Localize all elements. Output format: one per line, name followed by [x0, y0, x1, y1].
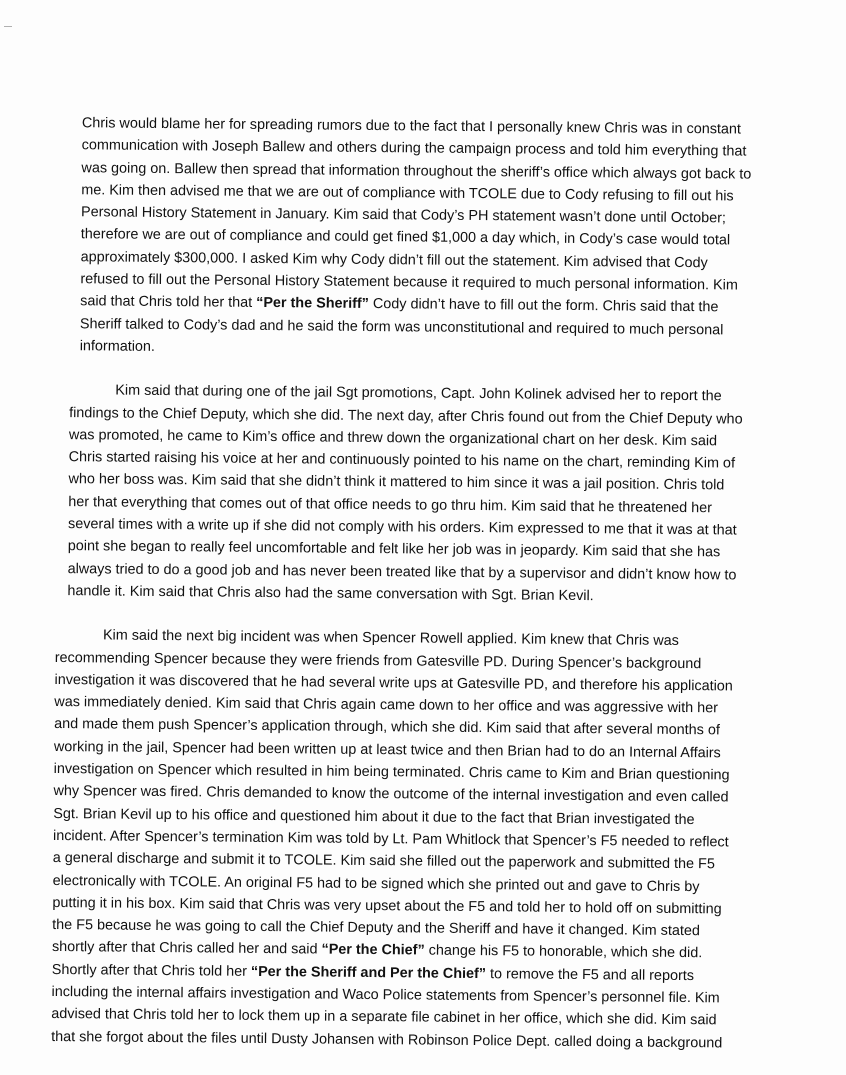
paragraph-campaign-rumors	[80, 112, 800, 364]
bold-quote-per-the-chief: “Per the Chief”	[321, 941, 425, 959]
paragraph-sgt-promotions	[67, 379, 797, 609]
paragraph-spencer-rowell	[51, 624, 795, 1055]
document-body	[51, 112, 800, 1055]
bold-quote-per-the-sheriff-and-chief: “Per the Sheriff and Per the Chief”	[250, 963, 487, 982]
paragraph-text: Kim said the next big incident was when Spencer Rowell applied. Kim knew that Chris was recommending Spencer because they were friends from Gatesville PD. During Spencer’s background investigation it was discovered that he had several write ups at Gatesville PD, and therefore his application was immediately denied. Kim said that Chris again came down to her office and was aggressive with her and made them push Spencer’s application through, which she did. Kim said that after several months of working in the jail, Spencer had been written up at least twice and then Brian had to do an Internal Affairs investigation on Spencer which resulted in him being terminated. Chris came to Kim and Brian questioning why Spencer was fired. Chris demanded to know the outcome of the internal investigation and even called Sgt. Brian Kevil up to his office and questioned him about it due to the fact that Brian investigated the incident. After Spencer’s termination Kim was told by Lt. Pam Whitlock that Spencer’s F5 needed to reflect a general discharge and submit it to TCOLE. Kim said she filled out the paperwork and submitted the F5 electronically with TCOLE. An original F5 had to be signed which she printed out and gave to Chris by putting it in his box. Kim said that Chris was very upset about the F5 and told her to hold off on submitting the F5 because he was going to call the Chief Deputy and the Sheriff and have it changed. Kim stated shortly after that Chris called her and said	[51, 627, 733, 958]
scan-mark	[4, 26, 12, 27]
bold-quote-per-the-sheriff: “Per the Sheriff”	[256, 295, 369, 313]
paragraph-text: to remove the F5 and all reports including the internal affairs investigation and Waco Police statements from Spencer’s personnel file. Kim advised that Chris told her to lock them up in a separate file cabinet in her office, which she did. Kim said that she forgot about the files until Dusty Johansen with Robinson Police Dept. called doing a background	[51, 965, 723, 1051]
paragraph-text: Kim said that during one of the jail Sgt promotions, Capt. John Kolinek advised her to report the findings to the Chief Deputy, which she did. The next day, after Chris found out from the Chief Deputy who was promoted, he came to Kim’s office and threw down the organizational chart on her desk. Kim said Chris started raising his voice at her and continuously pointed to his name on the chart, reminding Kim of who her boss was. Kim said that she didn’t think it mattered to him since it was a jail position. Chris told her that everything that comes out of that office needs to go thru him. Kim said that he threatened her several times with a write up if she did not comply with his orders. Kim expressed to me that it was at that point she began to really feel uncomfortable and felt like her job was in jeopardy. Kim said that she has always tried to do a good job and has never been treated like that by a supervisor and didn’t know how to handle it. Kim said that Chris also had the same conversation with Sgt. Brian Kevil.	[67, 382, 743, 605]
paragraph-text: change his F5 to honorable, which she did. Shortly after that Chris told her	[51, 942, 703, 980]
paragraph-text: Cody didn’t have to fill out the form. Chris said that the Sheriff talked to Cody’s dad and he said the form was unconstitutional and required to much personal information.	[79, 296, 724, 355]
paragraph-text: Chris would blame her for spreading rumors due to the fact that I personally knew Chris was in constant communication with Joseph Ballew and others during the campaign process and told him everything that was going on. Ballew then spread that information throughout the sheriff’s office which always got back to me. Kim then advised me that we are out of compliance with TCOLE due to Cody refusing to fill out his Personal History Statement in January. Kim said that Cody’s PH statement wasn’t done until October; therefore we are out of compliance and could get fined $1,000 a day which, in Cody’s case would total approximately $300,000. I asked Kim why Cody didn’t fill out the statement. Kim advised that Cody refused to fill out the Personal History Statement because it required to much personal information. Kim said that Chris told her that	[80, 115, 752, 312]
